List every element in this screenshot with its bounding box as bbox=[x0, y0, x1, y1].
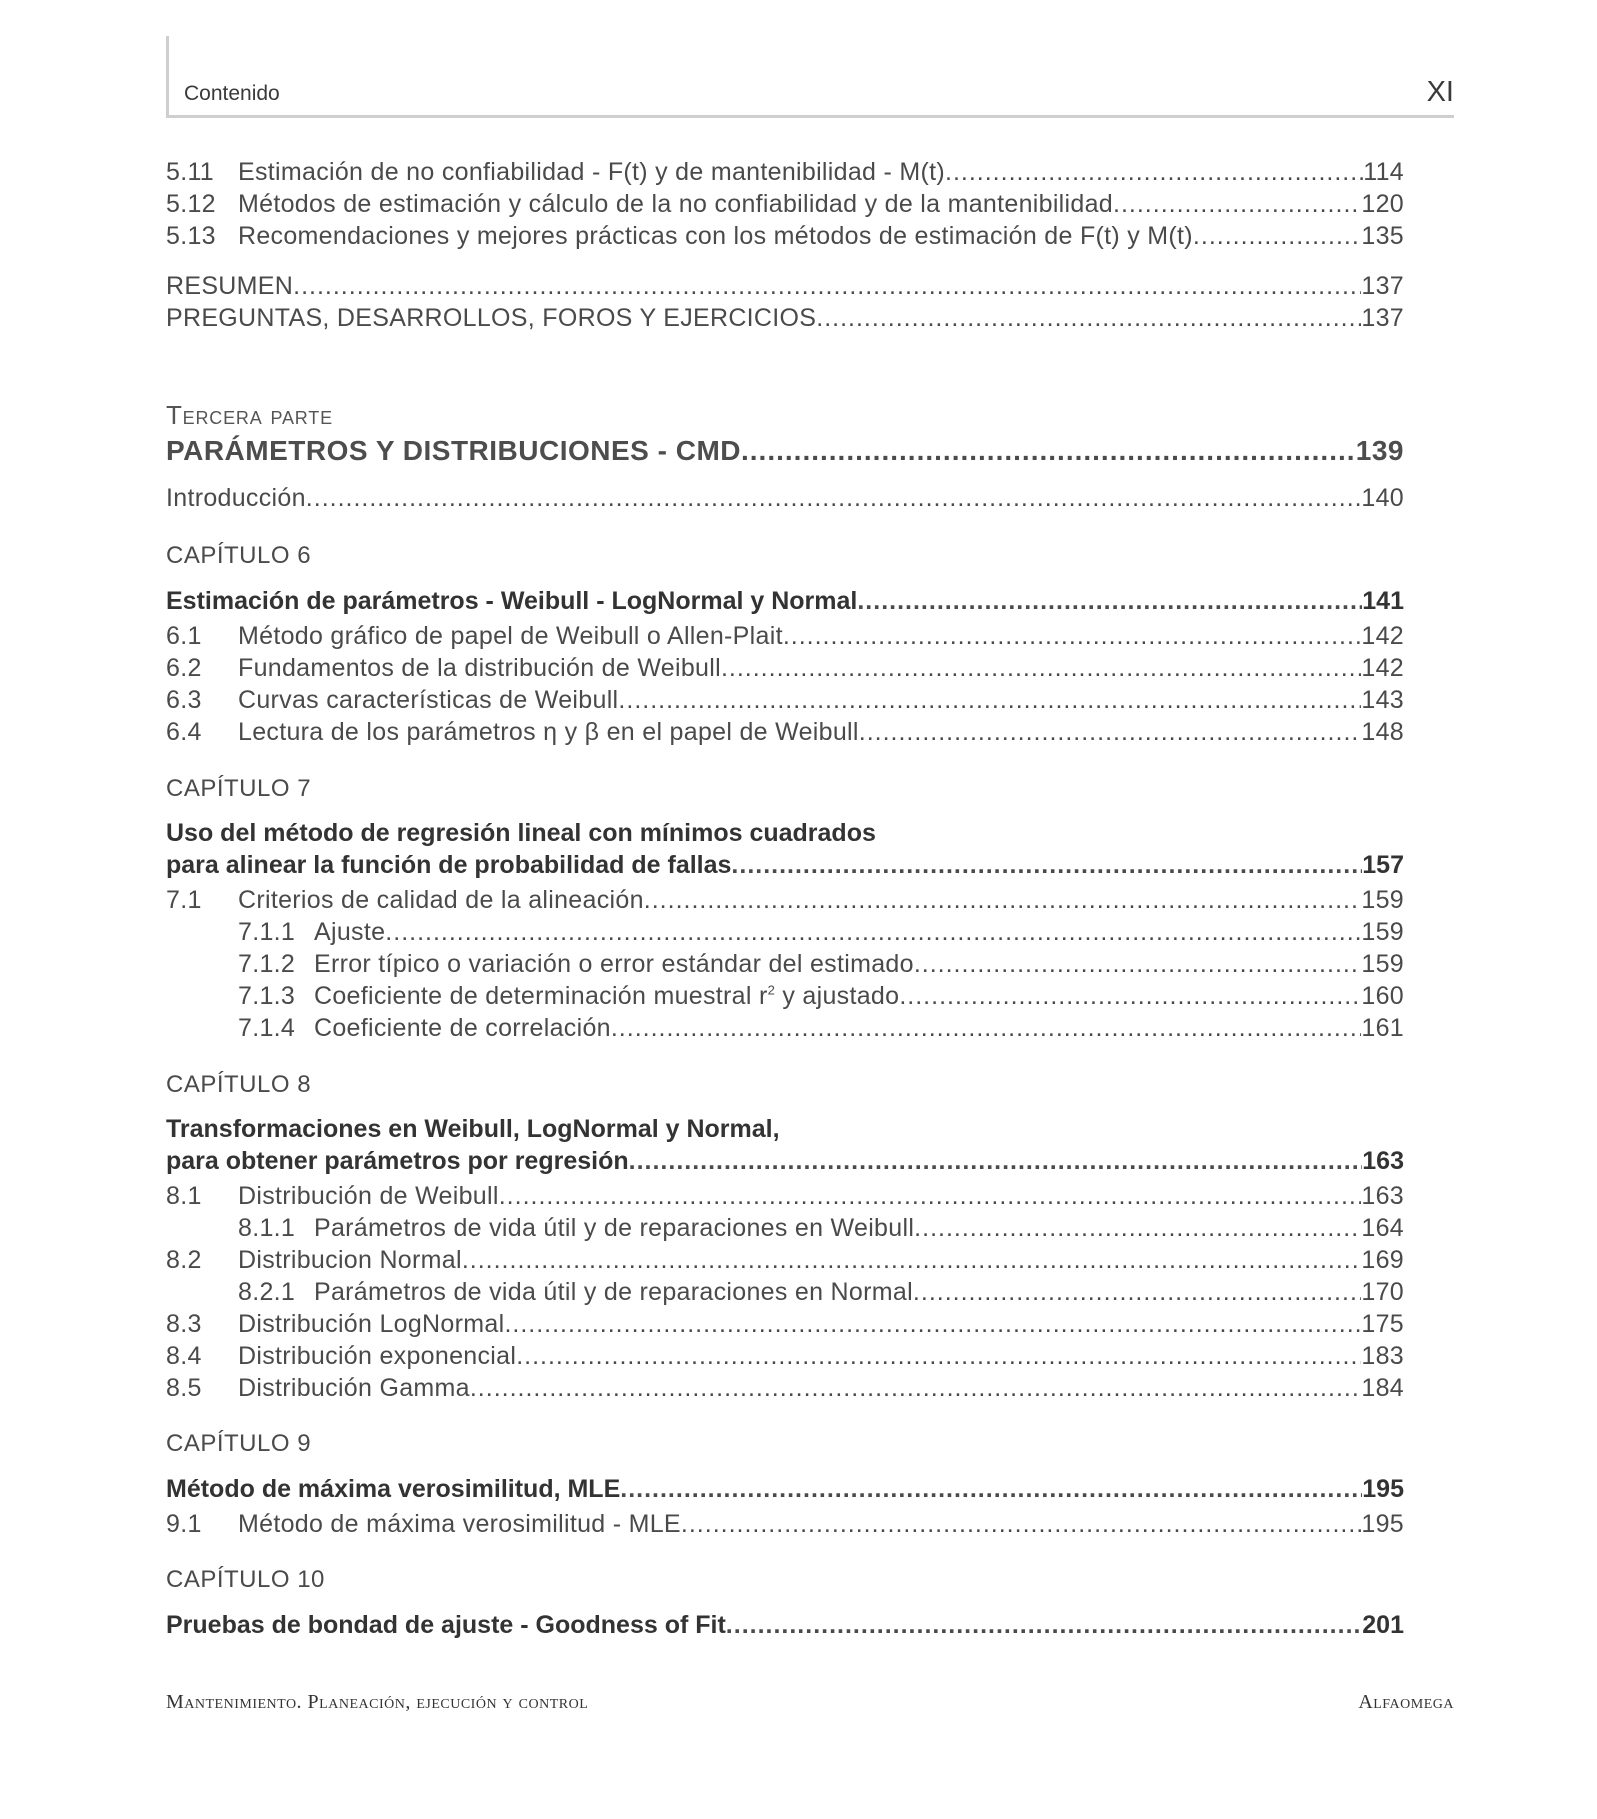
entry-page: 159 bbox=[1361, 918, 1404, 946]
entry-title: Parámetros de vida útil y de reparaciones en Weibull bbox=[314, 1214, 915, 1242]
chapter-label: CAPÍTULO 6 bbox=[166, 542, 312, 569]
entry-page: 161 bbox=[1361, 1014, 1404, 1042]
entry-number: 8.2.1 bbox=[238, 1278, 296, 1306]
entry-number: 8.1 bbox=[166, 1182, 202, 1210]
dot-leader bbox=[914, 950, 1362, 979]
toc-entry-5-11[interactable] bbox=[166, 158, 1404, 187]
toc-part-title[interactable] bbox=[166, 435, 1404, 467]
entry-title: Distribución exponencial bbox=[238, 1342, 517, 1370]
toc-chapter-8-title[interactable] bbox=[166, 1147, 1404, 1176]
entry-number: 6.2 bbox=[166, 654, 202, 682]
dot-leader bbox=[516, 1342, 1361, 1371]
dot-leader bbox=[741, 435, 1356, 467]
dot-leader bbox=[618, 686, 1361, 715]
entry-page: 142 bbox=[1361, 654, 1404, 682]
chapter-page: 141 bbox=[1362, 587, 1404, 615]
entry-number: 9.1 bbox=[166, 1510, 202, 1538]
toc-chapter-7-title[interactable] bbox=[166, 851, 1404, 880]
dot-leader bbox=[611, 1014, 1362, 1043]
entry-title-post: y ajustado bbox=[775, 982, 900, 1010]
chapter-title: Método de máxima verosimilitud, MLE bbox=[166, 1475, 621, 1503]
dot-leader bbox=[899, 982, 1361, 1011]
entry-title: Método gráfico de papel de Weibull o Allen-Plait bbox=[238, 622, 783, 650]
dot-leader bbox=[504, 1310, 1361, 1339]
toc-entry-6-2[interactable] bbox=[166, 654, 1404, 683]
toc-entry-7-1-4[interactable] bbox=[238, 1014, 1404, 1043]
dot-leader bbox=[644, 886, 1362, 915]
dot-leader bbox=[726, 1611, 1362, 1640]
page-number: XI bbox=[1426, 76, 1454, 108]
entry-number: 8.1.1 bbox=[238, 1214, 296, 1242]
dot-leader bbox=[721, 654, 1361, 683]
dot-leader bbox=[731, 851, 1362, 880]
dot-leader bbox=[385, 918, 1361, 947]
entry-page: 135 bbox=[1361, 222, 1404, 250]
running-head: Contenido bbox=[184, 82, 280, 105]
part-title: PARÁMETROS Y DISTRIBUCIONES - CMD bbox=[166, 435, 741, 466]
entry-page: 143 bbox=[1361, 686, 1404, 714]
toc-entry-5-13[interactable] bbox=[166, 222, 1404, 251]
entry-title: Método de máxima verosimilitud - MLE bbox=[238, 1510, 681, 1538]
toc-entry-6-4[interactable] bbox=[166, 718, 1404, 747]
entry-number: 5.13 bbox=[166, 222, 216, 250]
entry-title: Distribución Gamma bbox=[238, 1374, 470, 1402]
toc-entry-6-3[interactable] bbox=[166, 686, 1404, 715]
entry-title: Distribución LogNormal bbox=[238, 1310, 505, 1338]
chapter-label: CAPÍTULO 8 bbox=[166, 1071, 312, 1098]
dot-leader bbox=[913, 1278, 1361, 1307]
entry-title: Lectura de los parámetros η y β en el papel de Weibull bbox=[238, 718, 859, 746]
entry-title: PREGUNTAS, DESARROLLOS, FOROS Y EJERCICIOS bbox=[166, 304, 817, 332]
chapter-page: 163 bbox=[1362, 1147, 1404, 1175]
entry-number: 8.5 bbox=[166, 1374, 202, 1402]
chapter-label: CAPÍTULO 7 bbox=[166, 775, 312, 802]
dot-leader bbox=[859, 718, 1362, 747]
entry-page: 142 bbox=[1361, 622, 1404, 650]
chapter-page: 195 bbox=[1362, 1475, 1404, 1503]
entry-page: 164 bbox=[1361, 1214, 1404, 1242]
entry-page: 137 bbox=[1361, 304, 1404, 332]
entry-number: 5.11 bbox=[166, 158, 215, 186]
entry-page: 140 bbox=[1361, 484, 1404, 512]
entry-number: 7.1.4 bbox=[238, 1014, 296, 1042]
entry-page: 170 bbox=[1361, 1278, 1404, 1306]
dot-leader bbox=[470, 1374, 1362, 1403]
entry-number: 7.1.1 bbox=[238, 918, 296, 946]
entry-page: 120 bbox=[1361, 190, 1404, 218]
entry-page: 175 bbox=[1361, 1310, 1404, 1338]
toc-entry-preguntas[interactable] bbox=[166, 304, 1404, 333]
entry-title: Introducción bbox=[166, 484, 306, 512]
toc-entry-8-3[interactable] bbox=[166, 1310, 1404, 1339]
toc-entry-7-1-1[interactable] bbox=[238, 918, 1404, 947]
entry-number: 7.1 bbox=[166, 886, 202, 914]
entry-number: 8.3 bbox=[166, 1310, 202, 1338]
chapter-title-line: Uso del método de regresión lineal con mínimos cuadrados bbox=[166, 819, 876, 847]
entry-title: Fundamentos de la distribución de Weibull bbox=[238, 654, 721, 682]
toc-entry-7-1-2[interactable] bbox=[238, 950, 1404, 979]
chapter-page: 157 bbox=[1362, 851, 1404, 879]
footer-publisher: Alfaomega bbox=[1358, 1691, 1454, 1713]
chapter-title: Estimación de parámetros - Weibull - LogNormal y Normal bbox=[166, 587, 858, 615]
entry-number: 6.3 bbox=[166, 686, 202, 714]
dot-leader bbox=[1113, 190, 1361, 219]
toc-chapter-6-title[interactable] bbox=[166, 587, 1404, 616]
toc-entry-8-2-1[interactable] bbox=[238, 1278, 1404, 1307]
toc-entry-resumen[interactable] bbox=[166, 272, 1404, 301]
dot-leader bbox=[620, 1475, 1362, 1504]
entry-number: 8.2 bbox=[166, 1246, 202, 1274]
entry-number: 6.4 bbox=[166, 718, 202, 746]
toc-chapter-10-title[interactable] bbox=[166, 1611, 1404, 1640]
dot-leader bbox=[306, 484, 1362, 513]
entry-title-pre: Coeficiente de determinación muestral r bbox=[314, 982, 768, 1010]
dot-leader bbox=[857, 587, 1362, 616]
header-vertical-rule bbox=[166, 36, 169, 118]
entry-page: 163 bbox=[1361, 1182, 1404, 1210]
chapter-label: CAPÍTULO 9 bbox=[166, 1430, 312, 1457]
entry-title bbox=[314, 982, 899, 1011]
chapter-title: para alinear la función de probabilidad de fallas bbox=[166, 851, 732, 879]
chapter-title: para obtener parámetros por regresión bbox=[166, 1147, 629, 1175]
entry-page: 169 bbox=[1361, 1246, 1404, 1274]
entry-number: 5.12 bbox=[166, 190, 216, 218]
entry-page: 148 bbox=[1361, 718, 1404, 746]
dot-leader bbox=[462, 1246, 1362, 1275]
toc-entry-9-1[interactable] bbox=[166, 1510, 1404, 1539]
entry-number: 7.1.3 bbox=[238, 982, 296, 1010]
header-horizontal-rule bbox=[166, 115, 1454, 118]
entry-title: Recomendaciones y mejores prácticas con los métodos de estimación de F(t) y M(t) bbox=[238, 222, 1193, 250]
toc-entry-6-1[interactable] bbox=[166, 622, 1404, 651]
entry-title: Métodos de estimación y cálculo de la no confiabilidad y de la mantenibilidad bbox=[238, 190, 1114, 218]
dot-leader bbox=[945, 158, 1363, 187]
entry-title: Estimación de no confiabilidad - F(t) y de mantenibilidad - M(t) bbox=[238, 158, 945, 186]
dot-leader bbox=[816, 304, 1361, 333]
dot-leader bbox=[629, 1147, 1363, 1176]
entry-number: 8.4 bbox=[166, 1342, 202, 1370]
dot-leader bbox=[914, 1214, 1361, 1243]
chapter-label: CAPÍTULO 10 bbox=[166, 1566, 325, 1593]
entry-number: 6.1 bbox=[166, 622, 202, 650]
entry-page: 137 bbox=[1361, 272, 1404, 300]
entry-page: 195 bbox=[1361, 1510, 1404, 1538]
dot-leader bbox=[783, 622, 1362, 651]
entry-page: 159 bbox=[1361, 950, 1404, 978]
entry-title: Criterios de calidad de la alineación bbox=[238, 886, 644, 914]
entry-title: Distribucion Normal bbox=[238, 1246, 462, 1274]
dot-leader bbox=[1193, 222, 1361, 251]
toc-entry-5-12[interactable] bbox=[166, 190, 1404, 219]
chapter-page: 201 bbox=[1362, 1611, 1404, 1639]
toc-entry-8-2[interactable] bbox=[166, 1246, 1404, 1275]
chapter-title: Pruebas de bondad de ajuste - Goodness of Fit bbox=[166, 1611, 726, 1639]
toc-entry-introduccion[interactable] bbox=[166, 484, 1404, 513]
footer-book-title: Mantenimiento. Planeación, ejecución y control bbox=[166, 1691, 589, 1713]
entry-title: RESUMEN bbox=[166, 272, 294, 300]
entry-number: 7.1.2 bbox=[238, 950, 296, 978]
dot-leader bbox=[681, 1510, 1361, 1539]
page-header bbox=[166, 36, 1454, 118]
chapter-title-line: Transformaciones en Weibull, LogNormal y Normal, bbox=[166, 1115, 780, 1143]
toc-entry-7-1-3[interactable] bbox=[238, 982, 1404, 1011]
entry-page: 184 bbox=[1361, 1374, 1404, 1402]
entry-title: Error típico o variación o error estándar del estimado bbox=[314, 950, 914, 978]
dot-leader bbox=[499, 1182, 1362, 1211]
toc-entry-7-1[interactable] bbox=[166, 886, 1404, 915]
part-label: Tercera parte bbox=[166, 400, 333, 430]
entry-page: 114 bbox=[1363, 158, 1404, 186]
entry-page: 159 bbox=[1361, 886, 1404, 914]
entry-page: 183 bbox=[1361, 1342, 1404, 1370]
entry-title: Coeficiente de correlación bbox=[314, 1014, 611, 1042]
entry-title: Ajuste bbox=[314, 918, 386, 946]
toc-entry-8-5[interactable] bbox=[166, 1374, 1404, 1403]
toc-entry-8-1[interactable] bbox=[166, 1182, 1404, 1211]
entry-title: Parámetros de vida útil y de reparaciones en Normal bbox=[314, 1278, 913, 1306]
toc-entry-8-4[interactable] bbox=[166, 1342, 1404, 1371]
entry-title: Curvas características de Weibull bbox=[238, 686, 619, 714]
part-page: 139 bbox=[1355, 435, 1404, 466]
toc-entry-8-1-1[interactable] bbox=[238, 1214, 1404, 1243]
superscript-2: 2 bbox=[767, 982, 776, 998]
entry-title: Distribución de Weibull bbox=[238, 1182, 499, 1210]
entry-page: 160 bbox=[1361, 982, 1404, 1010]
toc-chapter-9-title[interactable] bbox=[166, 1475, 1404, 1504]
dot-leader bbox=[293, 272, 1361, 301]
